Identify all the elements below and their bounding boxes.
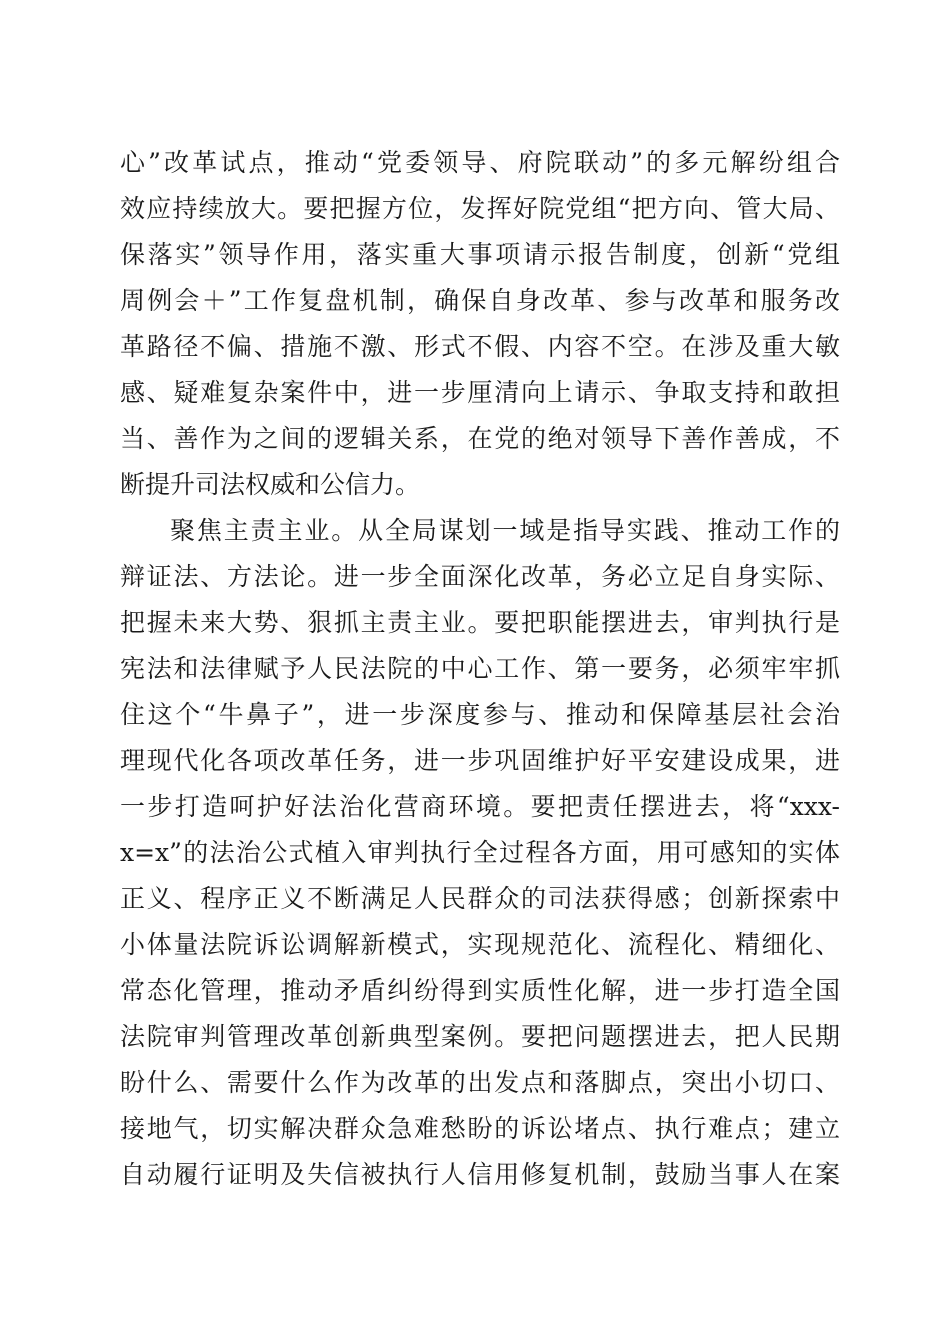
text-line: x=x”的法治公式植入审判执行全过程各方面，用可感知的实体 [120, 838, 840, 867]
text-line: 法院审判管理改革创新典型案例。要把问题摆进去，把人民期 [120, 1022, 840, 1051]
text-line: 断提升司法权威和公信力。 [120, 470, 421, 499]
document-body [120, 140, 840, 1198]
text-line: 宪法和法律赋予人民法院的中心工作、第一要务，必须牢牢抓 [120, 654, 840, 683]
text-line: 自动履行证明及失信被执行人信用修复机制，鼓励当事人在案 [120, 1160, 840, 1189]
paragraph [120, 140, 840, 508]
text-line: 辩证法、方法论。进一步全面深化改革，务必立足自身实际、 [120, 562, 840, 591]
text-line: 理现代化各项改革任务，进一步巩固维护好平安建设成果，进 [120, 746, 840, 775]
text-line: 心”改革试点，推动“党委领导、府院联动”的多元解纷组合 [120, 148, 840, 177]
text-line: 常态化管理，推动矛盾纠纷得到实质性化解，进一步打造全国 [120, 976, 840, 1005]
text-line: 周例会＋”工作复盘机制，确保自身改革、参与改革和服务改 [120, 286, 840, 315]
text-line: 接地气，切实解决群众急难愁盼的诉讼堵点、执行难点；建立 [120, 1114, 840, 1143]
text-line: 保落实”领导作用，落实重大事项请示报告制度，创新“党组 [120, 240, 840, 269]
text-line: 感、疑难复杂案件中，进一步厘清向上请示、争取支持和敢担 [120, 378, 840, 407]
text-line: 当、善作为之间的逻辑关系，在党的绝对领导下善作善成，不 [120, 424, 840, 453]
text-line: 聚焦主责主业。从全局谋划一域是指导实践、推动工作的 [170, 516, 840, 545]
text-line: 住这个“牛鼻子”，进一步深度参与、推动和保障基层社会治 [120, 700, 840, 729]
text-line: 效应持续放大。要把握方位，发挥好院党组“把方向、管大局、 [120, 194, 840, 223]
text-line: 把握未来大势、狠抓主责主业。要把职能摆进去，审判执行是 [120, 608, 840, 637]
text-line: 盼什么、需要什么作为改革的出发点和落脚点，突出小切口、 [120, 1068, 840, 1097]
text-line: 正义、程序正义不断满足人民群众的司法获得感；创新探索中 [120, 884, 840, 913]
text-line: 一步打造呵护好法治化营商环境。要把责任摆进去，将“xxx- [120, 792, 840, 821]
text-line: 小体量法院诉讼调解新模式，实现规范化、流程化、精细化、 [120, 930, 840, 959]
paragraph [120, 508, 840, 1198]
text-line: 革路径不偏、措施不激、形式不假、内容不空。在涉及重大敏 [120, 332, 840, 361]
